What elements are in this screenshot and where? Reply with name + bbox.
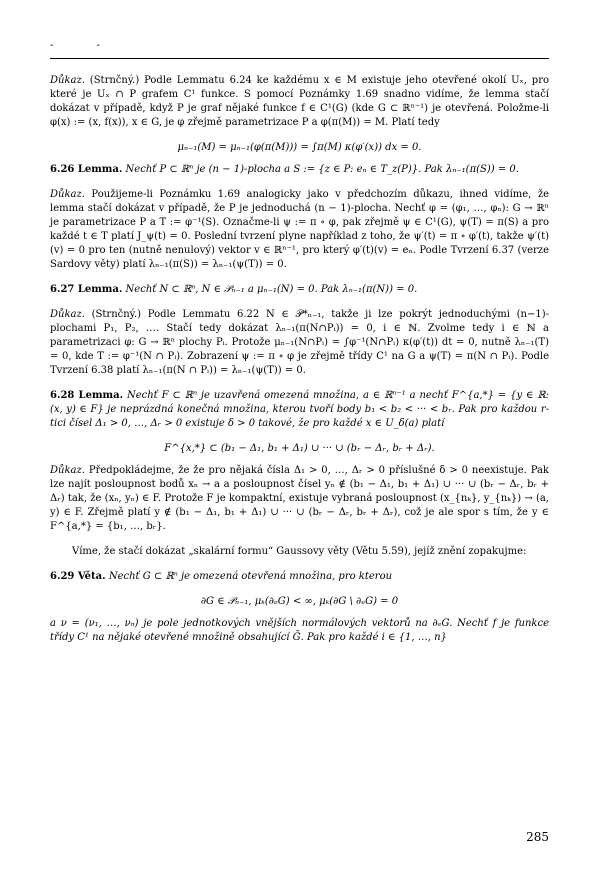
lemma-6-27 [50,283,549,297]
lemma-label: 6.27 Lemma. [50,284,123,295]
equation-1: μₙ₋₁(M) = μₙ₋₁(φ(π(M))) = ∫π(M) κ(φ′(x)) dx = 0. [177,142,422,153]
lemma-6-26 [50,163,549,177]
proof-label: Důkaz. [50,465,85,476]
running-head [50,40,549,59]
proof-text: (Strnčný.) Podle Lemmatu 6.24 ke každému x ∈ M existuje jeho otevřené okolí Uₓ, pro které je Uₓ ∩ P grafem C¹ funkce. S pomocí Poznámky 1.69 snadno vidíme, že lemma stačí dokázat v případě, když P je graf nějaké funkce f ∈ C¹(G) (kde G ⊂ ℝⁿ⁻¹) je otevřená. Položme-li φ(x) := (x, f(x)), x ∈ G, je φ zřejmě parametrizace P a φ(π(M)) = M. Platí tedy [50,75,549,128]
equation-3: ∂G ∈ 𝒫ₙ₋₁, μₖ(∂ₑG) < ∞, μₖ(∂G \ ∂ₑG) = 0 [200,596,399,607]
lemma-text: Nechť P ⊂ ℝⁿ je (n − 1)-plocha a S := {z ∈ P: eₙ ∈ T_z(P)}. Pak λₙ₋₁(π(S)) = 0. [125,164,519,175]
proof-text: Použijeme-li Poznámku 1.69 analogicky jako v předchozím důkazu, ihned vidíme, že lemma stačí dokázat v případě, že P je jednoduchá (n − 1)-plocha. Nechť φ = (φ₁, …, φₙ): G → ℝⁿ je parametrizace P a T := φ⁻¹(S). Označme-li ψ := π ∘ φ, pak zřejmě ψ ∈ C¹(G), ψ(T) = π(S) a pro každé t ∈ T platí J_ψ(t) = 0. Poslední tvrzení plyne například z toho, že ψ′(t) = π ∘ φ′(t), takže ψ′(t)(v) = 0 pro ten (nutně nenulový) vektor v ∈ ℝⁿ⁻¹, pro který φ′(t)(v) = eₙ. Podle Tvrzení 6.37 (verze Sardovy věty) platí λₙ₋₁(π(S)) = λₙ₋₁(ψ(T)) = 0. [50,189,550,270]
proof-6-28 [50,464,549,534]
proof-text: (Strnčný.) Podle Lemmatu 6.22 N ∈ 𝒫*ₙ₋₁, takže ji lze pokrýt jednoduchými (n−1)-plochami P₁, P₂, …. Stačí tedy dokázat λₙ₋₁(π(N∩Pᵢ)) = 0, i ∈ ℕ. Zvolme tedy i ∈ ℕ a parametrizaci φ: G → ℝⁿ plochy Pᵢ. Protože μₙ₋₁(N∩Pᵢ) = ∫φ⁻¹(N∩Pᵢ) κ(φ′(t)) dt = 0, nutně λₙ₋₁(T) = 0, kde T := φ⁻¹(N ∩ Pᵢ). Zobrazení ψ := π ∘ φ je zřejmě třídy C¹ na G a ψ(T) = π(N ∩ Pᵢ). Podle Tvrzení 6.38 platí λₙ₋₁(π(N ∩ Pᵢ)) = λₙ₋₁(ψ(T)) = 0. [50,309,549,376]
proof-6-27 [50,308,549,378]
proof-label: Důkaz. [50,189,85,200]
proof-text: Předpokládejme, že že pro nějaká čísla Δ₁ > 0, …, Δᵣ > 0 příslušné δ > 0 neexistuje. Pak lze najít posloupnost bodů xₙ → a a posloupnost čísel yₙ ∉ (b₁ − Δ₁, b₁ + Δ₁) ∪ ··· ∪ (bᵣ − Δᵣ, bᵣ + Δᵣ) tak, že (xₙ, yₙ) ∈ F. Protože F je kompaktní, existuje vybraná posloupnost (x_{nₖ}, y_{nₖ}) → (a, y) ∈ F. Zřejmě platí y ∉ (b₁ − Δ₁, b₁ + Δ₁) ∪ ··· ∪ (bᵣ − Δᵣ, bᵣ + Δᵣ), což je ale spor s tím, že y ∈ F^{a,*} = {b₁, …, bᵣ}. [50,465,549,532]
lemma-6-28 [50,389,549,431]
lemma-label: 6.26 Lemma. [50,164,123,175]
running-head-text: - - [50,40,120,51]
equation-2: F^{x,*} ⊂ (b₁ − Δ₁, b₁ + Δ₁) ∪ ··· ∪ (bᵣ − Δᵣ, bᵣ + Δᵣ). [164,443,435,454]
lemma-text: Nechť N ⊂ ℝⁿ, N ∈ 𝒫ₙ₋₁ a μₙ₋₁(N) = 0. Pak λₙ₋₁(π(N)) = 0. [125,284,418,295]
proof-6-25 [50,74,549,130]
theorem-label: 6.29 Věta. [50,571,106,582]
proof-label: Důkaz. [50,75,85,86]
page-body [50,74,549,656]
theorem-text: Nechť G ⊂ ℝⁿ je omezená otevřená množina, pro kterou [108,571,393,582]
theorem-6-29 [50,570,549,584]
lemma-label: 6.28 Lemma. [50,390,124,401]
lemma-text: Nechť F ⊂ ℝⁿ je uzavřená omezená množina, a ∈ ℝⁿ⁻¹ a nechť F^{a,*} = {y ∈ ℝ: (x, y) ∈ F} je neprázdná konečná množina, kterou tvoří body b₁ < b₂ < ··· < bᵣ. Pak pro každou r-tici čísel Δ₁ > 0, …, Δᵣ > 0 existuje δ > 0 takové, že pro každé x ∈ U_δ(a) platí [50,390,549,429]
intro-paragraph: Víme, že stačí dokázat „skalární formu“ Gaussovy věty (Větu 5.59), jejíž znění zopakujme: [72,546,527,557]
proof-6-26 [50,188,549,272]
page-number: 285 [526,830,549,844]
theorem-continuation: a ν = (ν₁, …, νₙ) je pole jednotkových vnějších normálových vektorů na ∂ₑG. Nechť f je funkce třídy C¹ na nějaké otevřené množině obsahující Ḡ. Pak pro každé i ∈ {1, …, n} [50,618,549,643]
proof-label: Důkaz. [50,309,85,320]
